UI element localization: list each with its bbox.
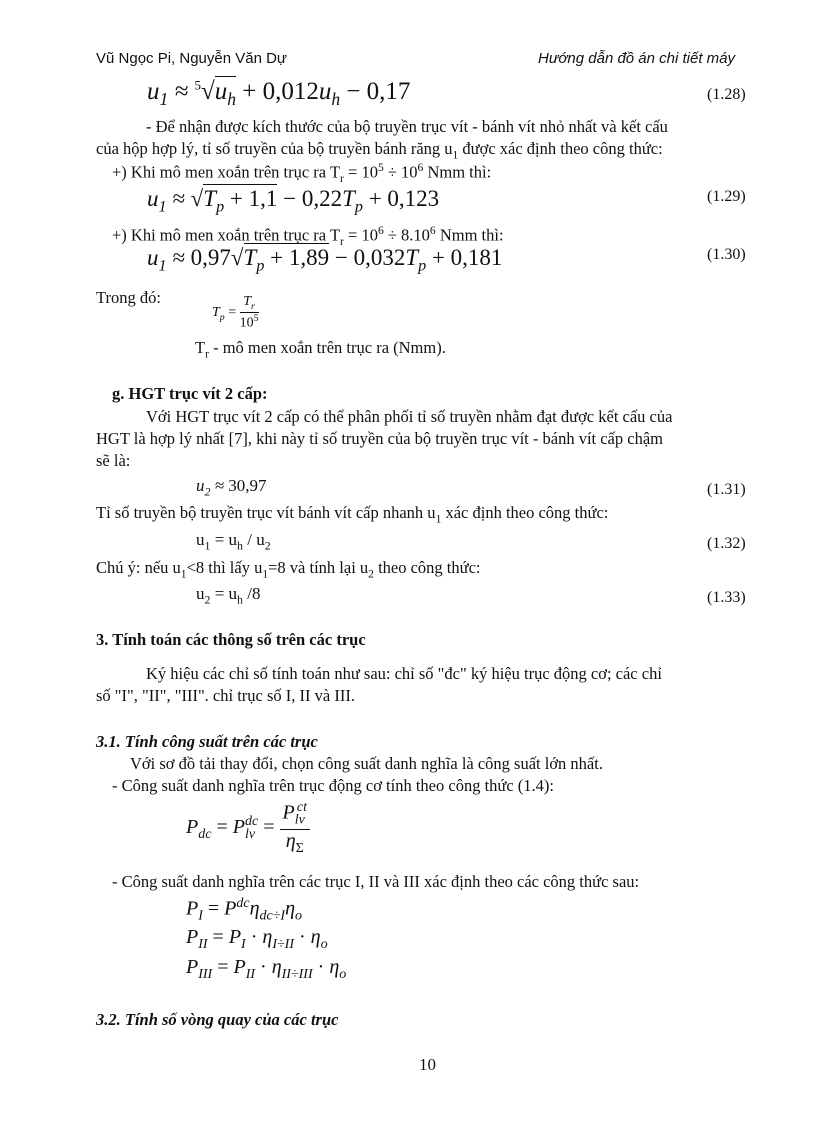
- equation-number: (1.29): [707, 188, 746, 205]
- tp-definition-formula: $T_p$ = $\frac{T_r}{10^5}$: [212, 294, 259, 331]
- equation-number: (1.31): [707, 481, 746, 498]
- tr-definition: $T_r$ - mô men xoắn trên trục ra (Nmm).: [195, 338, 446, 361]
- paragraph-line: của hộp hợp lý, tỉ số truyền của bộ truyền bánh răng $u_1$ được xác định theo công thức:: [96, 139, 663, 162]
- equation-1-33: $u_2 = u_h$ /8: [196, 584, 261, 607]
- header-title: Hướng dẫn đồ án chi tiết máy: [538, 50, 736, 67]
- trong-do-label: Trong đó:: [96, 288, 161, 307]
- paragraph-line: Với HGT trục vít 2 cấp có thể phân phối tỉ số truyền nhằm đạt được kết cấu của: [146, 407, 673, 426]
- case-1-line: +) Khi mô men xoắn trên trục ra $T_r = 10^5 \div 10^6$ Nmm thì:: [112, 162, 492, 185]
- equation-p2: $P_{II} = P_I \cdot \eta_{I\div II} \cdot \eta_o$: [186, 926, 328, 952]
- paragraph-line: - Công suất danh nghĩa trên trục động cơ tính theo công thức (1.4):: [112, 776, 554, 795]
- equation-number: (1.33): [707, 589, 746, 606]
- paragraph-line: Ký hiệu các chỉ số tính toán như sau: chỉ số "đc" ký hiệu trục động cơ; các chỉ: [146, 664, 662, 683]
- equation-1-29: $u_1 \approx √T_p + 1,1 - 0,22T_p + 0,123$: [147, 186, 440, 216]
- subsection-heading: 3.2. Tính số vòng quay của các trục: [96, 1010, 339, 1029]
- equation-number: (1.32): [707, 535, 746, 552]
- equation-1-28: $u_1 \approx ^5√u_h + 0,012u_h - 0,17$: [147, 77, 411, 109]
- case-2-line: +) Khi mô men xoắn trên trục ra $T_r = 10^6 \div 8.10^6$ Nmm thì:: [112, 225, 504, 248]
- paragraph-line: số "I", "II", "III". chỉ trục số I, II và III.: [96, 686, 355, 705]
- equation-p3: $P_{III} = P_{II} \cdot \eta_{II\div III} \cdot \eta_o$: [186, 956, 347, 982]
- paragraph-line: Chú ý: nếu $u_1<8$ thì lấy $u_1=8$ và tính lại $u_2$ theo công thức:: [96, 558, 481, 581]
- equation-number: (1.30): [707, 246, 746, 263]
- equation-1-30: $u_1 \approx 0,97√T_p + 1,89 - 0,032T_p + 0,181$: [147, 245, 503, 275]
- subsection-heading: 3.1. Tính công suất trên các trục: [96, 732, 318, 751]
- equation-p1: $P_I = P^{dc}\eta_{dc\div I}\eta_o$: [186, 896, 303, 924]
- equation-pdc: $P_{dc} = P_{lv}^{dc}$ = $\frac{P_{lv}^{ct}}{\eta_\Sigma}$: [186, 800, 310, 857]
- page-number: 10: [419, 1055, 436, 1074]
- equation-1-31: $u_2 \approx 30,97$: [196, 476, 267, 499]
- paragraph-line: - Công suất danh nghĩa trên các trục I, II và III xác định theo các công thức sau:: [112, 872, 640, 891]
- paragraph-line: sẽ là:: [96, 451, 131, 470]
- section-heading: g. HGT trục vít 2 cấp:: [112, 384, 268, 403]
- equation-1-32: $u_1 = u_h / u_2$: [196, 530, 271, 553]
- section-heading: 3. Tính toán các thông số trên các trục: [96, 630, 366, 649]
- paragraph-line: HGT là hợp lý nhất [7], khi này tỉ số truyền của bộ truyền trục vít - bánh vít cấp chậm: [96, 429, 663, 448]
- paragraph-line: - Để nhận được kích thước của bộ truyền trục vít - bánh vít nhỏ nhất và kết cấu: [146, 117, 668, 136]
- equation-number: (1.28): [707, 86, 746, 103]
- paragraph-line: Với sơ đồ tải thay đổi, chọn công suất danh nghĩa là công suất lớn nhất.: [130, 754, 603, 773]
- paragraph-line: Tỉ số truyền bộ truyền trục vít bánh vít cấp nhanh $u_1$ xác định theo công thức:: [96, 503, 609, 526]
- header-authors: Vũ Ngọc Pi, Nguyễn Văn Dự: [96, 50, 287, 67]
